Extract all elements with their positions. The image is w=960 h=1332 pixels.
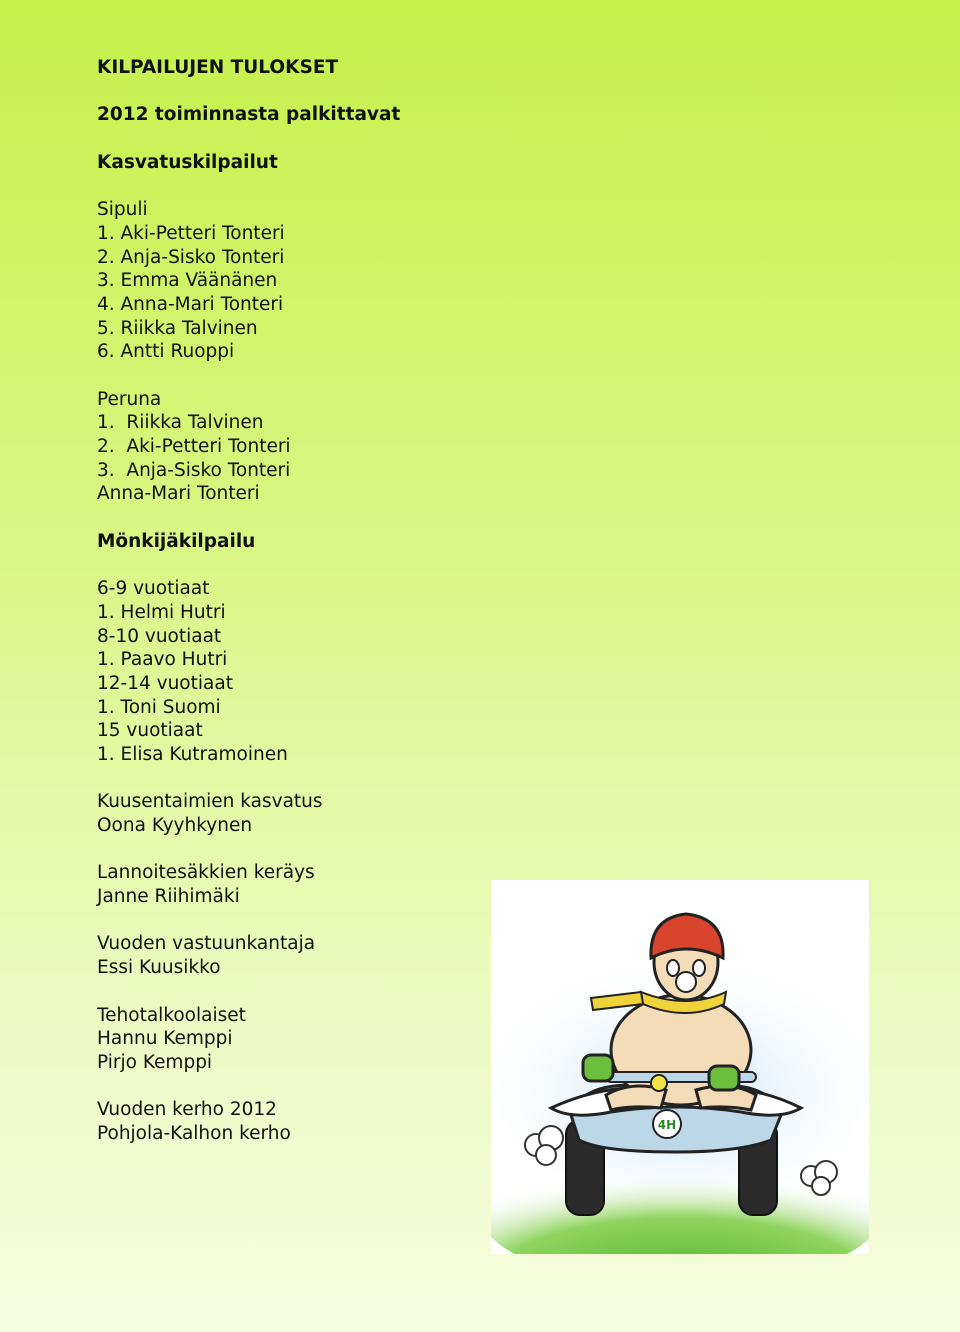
- list-item: Anna-Mari Tonteri: [97, 483, 260, 505]
- peruna-title: Peruna: [97, 388, 162, 410]
- list-item: 8-10 vuotiaat: [97, 625, 222, 647]
- award-winner: Pohjola-Kalhon kerho: [97, 1122, 291, 1144]
- sipuli-title: Sipuli: [97, 199, 148, 221]
- list-item: 2. Anja-Sisko Tonteri: [97, 246, 285, 268]
- nose-icon: [676, 972, 696, 992]
- award-label: Tehotalkoolaiset: [97, 1004, 246, 1026]
- page-heading: KILPAILUJEN TULOKSET: [97, 57, 339, 78]
- list-item: 6-9 vuotiaat: [97, 578, 210, 600]
- list-item: 6. Antti Ruoppi: [97, 341, 235, 363]
- list-item: 1. Paavo Hutri: [97, 649, 228, 671]
- award-label: Lannoitesäkkien keräys: [97, 862, 315, 884]
- list-item: 12-14 vuotiaat: [97, 672, 233, 694]
- list-item: 1. Elisa Kutramoinen: [97, 743, 288, 765]
- list-item: 1. Aki-Petteri Tonteri: [97, 222, 285, 244]
- list-item: 1. Riikka Talvinen: [97, 412, 264, 434]
- list-item: 3. Emma Väänänen: [97, 270, 278, 292]
- headlight-icon: [651, 1075, 667, 1091]
- section-title-kasvatus: Kasvatuskilpailut: [97, 151, 278, 173]
- svg-text:4H: 4H: [657, 1118, 677, 1132]
- list-item: 4. Anna-Mari Tonteri: [97, 293, 284, 315]
- list-item: 1. Helmi Hutri: [97, 601, 226, 623]
- award-winner: Essi Kuusikko: [97, 957, 221, 979]
- award-winner: Oona Kyyhkynen: [97, 815, 253, 836]
- 4h-badge-icon: [653, 1110, 681, 1138]
- list-item: 3. Anja-Sisko Tonteri: [97, 459, 291, 481]
- list-item: 5. Riikka Talvinen: [97, 317, 258, 339]
- award-winner: Janne Riihimäki: [97, 886, 240, 908]
- page-subheading: 2012 toiminnasta palkittavat: [97, 104, 401, 126]
- eye-icon: [693, 960, 705, 976]
- eye-icon: [667, 960, 679, 976]
- list-item: 2. Aki-Petteri Tonteri: [97, 436, 291, 457]
- award-winner: Pirjo Kemppi: [97, 1051, 213, 1073]
- award-label: Vuoden kerho 2012: [97, 1099, 277, 1121]
- list-item: 15 vuotiaat: [97, 720, 203, 742]
- section-title-monkija: Mönkijäkilpailu: [97, 530, 256, 552]
- award-label: Vuoden vastuunkantaja: [97, 933, 316, 955]
- list-item: 1. Toni Suomi: [97, 696, 221, 718]
- award-winner: Hannu Kemppi: [97, 1028, 233, 1050]
- atv-rider-illustration: [491, 880, 869, 1254]
- award-label: Kuusentaimien kasvatus: [97, 791, 323, 813]
